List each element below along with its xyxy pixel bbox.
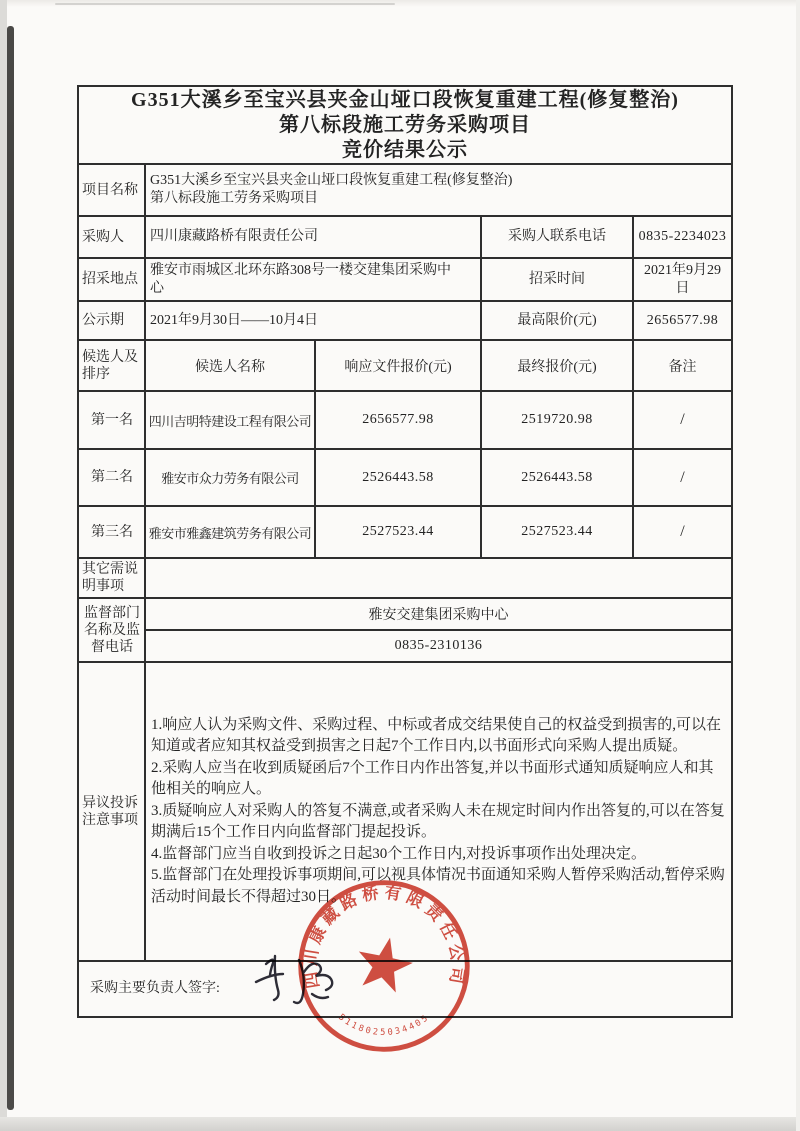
candidates-header-row: [79, 339, 731, 390]
objection-item-1: 1.响应人认为采购文件、采购过程、中标或者成交结果使自己的权益受到损害的,可以在知道或者应知其权益受到损害之日起7个工作日内,以书面形式向采购人提出质疑。: [151, 716, 722, 755]
other-notes-value: [144, 559, 731, 597]
title-line-3: 竞价结果公示: [342, 138, 468, 161]
other-notes-label: 其它需说明事项: [82, 562, 138, 594]
publicity-period-value: 2021年9月30日——10月4日: [144, 302, 480, 339]
candidate-2-doc-price: 2526443.58: [314, 450, 480, 505]
location-value-line-2: 心: [150, 280, 164, 296]
location-row: [79, 257, 731, 300]
title-line-2: 第八标段施工劳务采购项目: [279, 113, 531, 136]
title-line-1: G351大溪乡至宝兴县夹金山垭口段恢复重建工程(修复整治): [131, 88, 679, 111]
candidate-3-rank: 第三名: [91, 524, 133, 540]
announcement-table: [77, 85, 733, 1018]
project-name-value-line-2: 第八标段施工劳务采购项目: [150, 191, 318, 206]
other-notes-row: [79, 557, 731, 597]
candidate-3-name: 雅安市雅鑫建筑劳务有限公司: [144, 507, 314, 557]
signature-label: 采购主要负责人签字:: [90, 981, 220, 996]
publicity-period-row: [79, 300, 731, 339]
supervision-values: [144, 599, 731, 661]
objection-item-4: 4.监督部门应当自收到投诉之日起30个工作日内,对投诉事项作出处理决定。: [151, 845, 647, 862]
objection-notice-label: 异议投诉注意事项: [82, 795, 138, 828]
objection-item-3: 3.质疑响应人对采购人的答复不满意,或者采购人未在规定时间内作出答复的,可以在答复期满后15个工作日内向监督部门提起投诉。: [151, 802, 725, 841]
candidates-remark-header: 备注: [632, 341, 731, 390]
candidate-1-rank: 第一名: [91, 412, 133, 428]
scan-right-margin: [796, 0, 800, 1131]
candidates-final-price-header: 最终报价(元): [480, 341, 632, 390]
scan-bottom-edge-shadow: [0, 1117, 800, 1131]
candidate-2-rank: 第二名: [91, 470, 133, 485]
supervision-label: 监督部门名称及监督电话: [84, 605, 140, 655]
document-title: [79, 87, 731, 163]
candidate-2-final-price: 2526443.58: [480, 450, 632, 505]
max-price-value: 2656577.98: [632, 302, 731, 339]
scan-left-edge-shadow: [7, 26, 14, 1110]
candidate-2-name: 雅安市众力劳务有限公司: [144, 450, 314, 505]
purchaser-row: [79, 215, 731, 257]
location-label: 招采地点: [82, 272, 138, 287]
supervision-row: [79, 597, 731, 661]
objection-notice-items: [144, 663, 731, 960]
objection-notice-row: [79, 661, 731, 960]
max-price-label: 最高限价(元): [480, 302, 632, 339]
location-value-line-1: 雅安市雨城区北环东路308号一楼交建集团采购中: [150, 262, 451, 278]
supervision-department: 雅安交建集团采购中心: [146, 599, 731, 631]
objection-item-2: 2.采购人应当在收到质疑函后7个工作日内作出答复,并以书面形式通知质疑响应人和其他相关的响应人。: [151, 759, 714, 798]
project-name-value-line-1: G351大溪乡至宝兴县夹金山垭口段恢复重建工程(修复整治): [150, 173, 513, 188]
bid-time-value: 2021年9月29日: [632, 259, 731, 300]
purchaser-value: 四川康藏路桥有限责任公司: [144, 217, 480, 257]
candidates-name-header: 候选人名称: [144, 341, 314, 390]
scan-left-margin: [0, 0, 7, 1131]
candidate-1-remark: /: [632, 392, 731, 448]
candidate-3-final-price: 2527523.44: [480, 507, 632, 557]
seal-registration-number: 5118025034405: [336, 1012, 432, 1039]
seal-company-name: 四川康藏路桥有限责任公司: [300, 882, 468, 990]
supervision-phone: 0835-2310136: [394, 638, 483, 653]
candidates-doc-price-header: 响应文件报价(元): [314, 341, 480, 390]
signature-row: [79, 960, 731, 1016]
publicity-period-label: 公示期: [82, 313, 124, 328]
location-value: [144, 259, 480, 300]
project-name-value: [144, 165, 731, 215]
scan-top-edge-line: [55, 3, 395, 5]
candidate-1-doc-price: 2656577.98: [314, 392, 480, 448]
candidate-row-1: [79, 390, 731, 448]
purchaser-phone-label: 采购人联系电话: [480, 217, 632, 257]
candidate-3-doc-price: 2527523.44: [314, 507, 480, 557]
bid-time-label: 招采时间: [480, 259, 632, 300]
purchaser-label: 采购人: [82, 229, 124, 245]
candidate-1-final-price: 2519720.98: [480, 392, 632, 448]
project-name-label: 项目名称: [82, 182, 138, 198]
candidate-row-2: [79, 448, 731, 505]
objection-item-5: 5.监督部门在处理投诉事项期间,可以视具体情况书面通知采购人暂停采购活动,暂停采购活动时间最长不得超过30日。: [151, 867, 725, 905]
candidates-rank-header: 候选人及排序: [82, 349, 138, 382]
candidate-1-name: 四川吉明特建设工程有限公司: [144, 392, 314, 448]
candidate-row-3: [79, 505, 731, 557]
candidate-2-remark: /: [632, 450, 731, 505]
candidate-3-remark: /: [632, 507, 731, 557]
project-name-row: [79, 163, 731, 215]
document-title-block: [79, 87, 731, 163]
purchaser-phone-value: 0835-2234023: [632, 217, 731, 257]
